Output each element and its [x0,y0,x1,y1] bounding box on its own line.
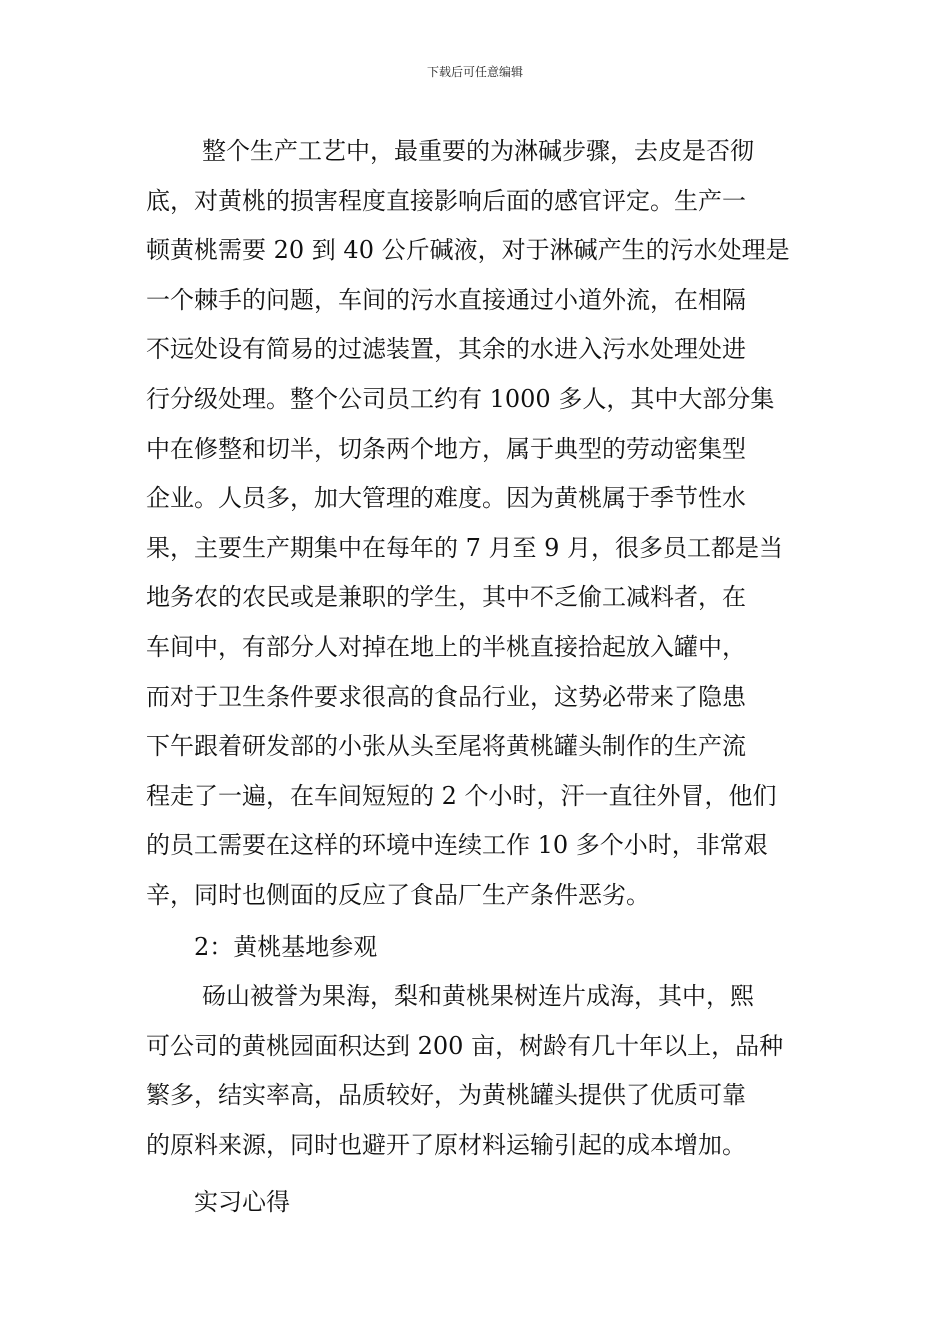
text-line: 果，主要生产期集中在每年的 7 月至 9 月，很多员工都是当 [146,533,784,562]
text-line: 车间中，有部分人对掉在地上的半桃直接拾起放入罐中， [146,632,746,661]
text-line: 行分级处理。整个公司员工约有 1000 多人，其中大部分集 [146,384,775,413]
section-heading: 实习心得 [194,1188,290,1217]
text-line: 辛，同时也侧面的反应了食品厂生产条件恶劣。 [146,880,650,909]
text-line: 可公司的黄桃园面积达到 200 亩，树龄有几十年以上，品种 [146,1031,784,1060]
text-line: 而对于卫生条件要求很高的食品行业，这势必带来了隐患 [146,682,746,711]
text-line: 中在修整和切半，切条两个地方，属于典型的劳动密集型 [146,434,746,463]
text-line: 下午跟着研发部的小张从头至尾将黄桃罐头制作的生产流 [146,732,746,761]
text-line: 的员工需要在这样的环境中连续工作 10 多个小时，非常艰 [146,831,768,860]
page-header-note: 下载后可任意编辑 [426,65,523,79]
text-line: 企业。人员多，加大管理的难度。因为黄桃属于季节性水 [146,484,746,513]
text-line: 的原料来源，同时也避开了原材料运输引起的成本增加。 [146,1130,746,1159]
text-line: 整个生产工艺中，最重要的为淋碱步骤，去皮是否彻 [202,137,754,165]
section-heading: 2：黄桃基地参观 [194,932,378,961]
text-line: 不远处设有简易的过滤装置，其余的水进入污水处理处进 [146,335,746,364]
text-line: 顿黄桃需要 20 到 40 公斤碱液，对于淋碱产生的污水处理是 [146,236,790,265]
document-body [146,127,814,1228]
text-line: 砀山被誉为果海，梨和黄桃果树连片成海，其中，熙 [202,982,754,1011]
text-line: 程走了一遍，在车间短短的 2 个小时，汗一直往外冒，他们 [146,781,777,810]
text-line: 繁多，结实率高，品质较好，为黄桃罐头提供了优质可靠 [146,1081,746,1110]
text-line: 地务农的农民或是兼职的学生，其中不乏偷工减料者，在 [146,583,746,612]
text-line: 一个棘手的问题，车间的污水直接通过小道外流，在相隔 [146,285,746,314]
text-line: 底，对黄桃的损害程度直接影响后面的感官评定。生产一 [146,186,746,215]
